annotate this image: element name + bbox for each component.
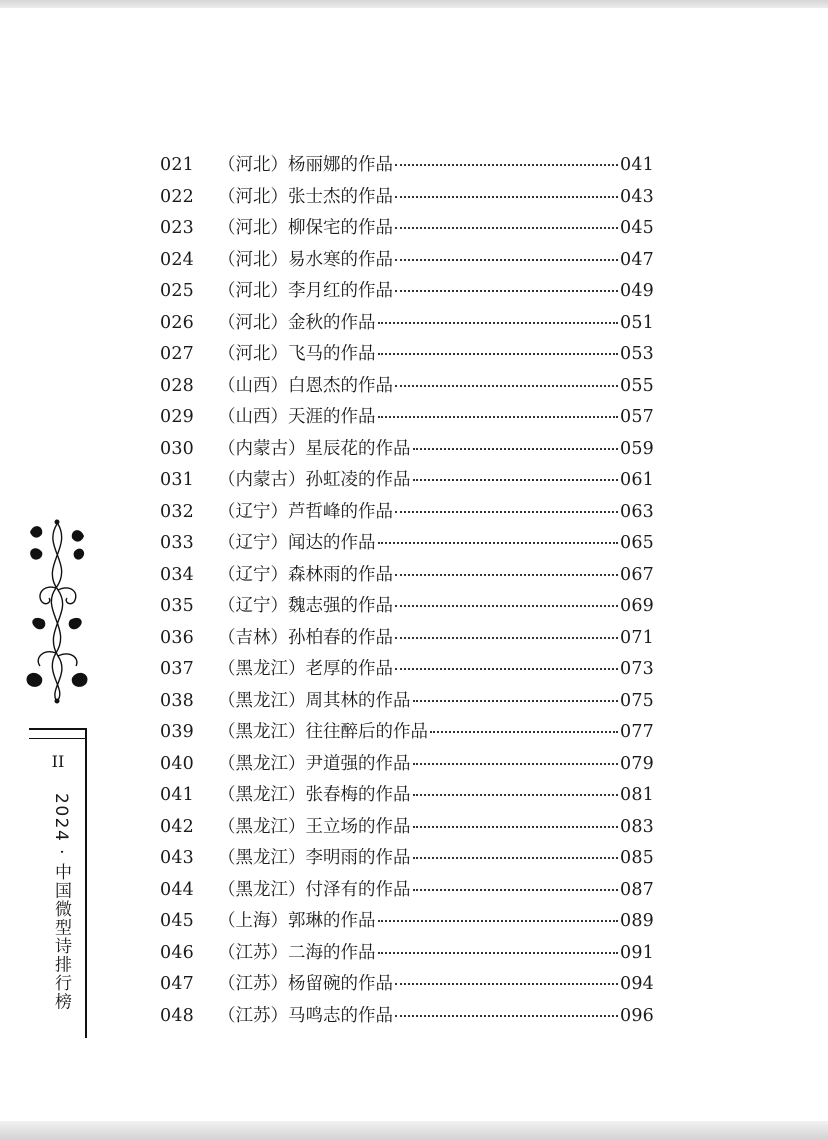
toc-dot-leader <box>395 288 618 292</box>
toc-entry-number: 039 <box>160 722 195 742</box>
toc-dot-leader <box>395 572 618 576</box>
toc-entry <box>160 623 654 655</box>
toc-entry-title: （吉林）孙柏春的作品 <box>218 627 393 648</box>
toc-entry-number: 029 <box>160 407 195 427</box>
toc-entry <box>160 654 654 686</box>
toc-dot-leader <box>378 950 618 954</box>
toc-entry-number: 027 <box>160 344 195 364</box>
toc-entry-number: 035 <box>160 596 195 616</box>
toc-dot-leader <box>378 918 618 922</box>
toc-entry-page: 053 <box>619 344 654 364</box>
toc-entry-page: 087 <box>619 879 654 900</box>
toc-entry <box>160 875 654 907</box>
toc-entry-number: 026 <box>160 312 195 333</box>
toc-entry-number: 040 <box>160 753 195 774</box>
toc-entry-page: 049 <box>619 281 654 301</box>
toc-entry-title: （辽宁）森林雨的作品 <box>218 564 393 585</box>
running-title: 2024 · 中国微型诗排行榜 <box>51 793 71 1011</box>
toc-entry <box>160 213 654 245</box>
toc-entry-number: 044 <box>160 879 195 900</box>
toc-dot-leader <box>413 824 618 828</box>
toc-entry-title: （山西）白恩杰的作品 <box>218 375 393 396</box>
toc-entry-number: 033 <box>160 533 195 553</box>
floral-vine-icon <box>22 518 92 704</box>
toc-entry-title: （江苏）二海的作品 <box>218 942 376 963</box>
toc-entry <box>160 150 654 182</box>
toc-entry-number: 045 <box>160 911 195 931</box>
toc-entry <box>160 245 654 277</box>
toc-entry <box>160 308 654 340</box>
toc-entry <box>160 906 654 938</box>
toc-entry-title: （黑龙江）李明雨的作品 <box>218 848 411 868</box>
toc-entry-number: 031 <box>160 470 195 490</box>
toc-dot-leader <box>378 351 618 355</box>
toc-entry-page: 069 <box>619 596 654 616</box>
toc-entry-number: 037 <box>160 659 195 679</box>
toc-entry-number: 030 <box>160 438 195 459</box>
toc-entry-title: （河北）柳保宅的作品 <box>218 218 393 238</box>
toc-dot-leader <box>395 635 618 639</box>
toc-entry-title: （黑龙江）老厚的作品 <box>218 659 393 679</box>
toc-entry-number: 034 <box>160 564 195 585</box>
toc-entry-page: 067 <box>619 564 654 585</box>
toc-dot-leader <box>378 540 618 544</box>
toc-entry-number: 032 <box>160 501 195 522</box>
toc-entry-title: （黑龙江）付泽有的作品 <box>218 879 411 900</box>
toc-dot-leader <box>395 1013 618 1017</box>
toc-entry-title: （上海）郭琳的作品 <box>218 911 376 931</box>
toc-entry-title: （河北）李月红的作品 <box>218 281 393 301</box>
toc-entry-title: （辽宁）闻达的作品 <box>218 533 376 553</box>
toc-entry-page: 083 <box>619 816 654 837</box>
toc-entry-page: 094 <box>619 974 654 994</box>
side-rule-vertical <box>85 728 87 1038</box>
toc-entry-number: 048 <box>160 1005 195 1026</box>
toc-entry-number: 021 <box>160 155 195 175</box>
toc-dot-leader <box>395 666 618 670</box>
toc-entry-number: 025 <box>160 281 195 301</box>
toc-entry-title: （河北）杨丽娜的作品 <box>218 155 393 175</box>
toc-entry-title: （辽宁）芦哲峰的作品 <box>218 501 393 522</box>
toc-entry <box>160 717 654 749</box>
toc-dot-leader <box>430 729 618 733</box>
toc-entry-title: （黑龙江）周其林的作品 <box>218 690 411 711</box>
toc-entry-page: 059 <box>619 438 654 459</box>
toc-entry-title: （黑龙江）尹道强的作品 <box>218 753 411 774</box>
toc-entry-page: 061 <box>619 470 654 490</box>
toc-entry-page: 063 <box>619 501 654 522</box>
page-number: II <box>51 752 65 771</box>
toc-entry <box>160 528 654 560</box>
toc-entry-page: 075 <box>619 690 654 711</box>
toc-entry-title: （河北）张士杰的作品 <box>218 186 393 207</box>
toc-entry-title: （内蒙古）孙虹凌的作品 <box>218 470 411 490</box>
toc-dot-leader <box>395 603 618 607</box>
toc-entry-number: 036 <box>160 627 195 648</box>
toc-entry-title: （黑龙江）王立场的作品 <box>218 816 411 837</box>
toc-dot-leader <box>395 194 618 198</box>
toc-entry-page: 051 <box>619 312 654 333</box>
toc-entry-page: 091 <box>619 942 654 963</box>
toc-entry-page: 071 <box>619 627 654 648</box>
toc-dot-leader <box>413 698 618 702</box>
side-rule-top <box>29 728 87 730</box>
toc-dot-leader <box>395 981 618 985</box>
toc-entry-number: 041 <box>160 785 195 805</box>
toc-entry-page: 085 <box>619 848 654 868</box>
toc-dot-leader <box>395 383 618 387</box>
toc-entry-title: （江苏）马鸣志的作品 <box>218 1005 393 1026</box>
toc-entry <box>160 843 654 875</box>
toc-entry <box>160 371 654 403</box>
toc-entry <box>160 969 654 1001</box>
side-rule-top-thin <box>29 738 87 739</box>
toc-dot-leader <box>395 509 618 513</box>
toc-dot-leader <box>378 414 618 418</box>
toc-entry <box>160 339 654 371</box>
toc-entry-number: 046 <box>160 942 195 963</box>
toc-entry <box>160 276 654 308</box>
toc-entry-page: 079 <box>619 753 654 774</box>
toc-entry-number: 023 <box>160 218 195 238</box>
toc-entry-page: 096 <box>619 1005 654 1026</box>
toc-dot-leader <box>395 257 618 261</box>
toc-entry-page: 045 <box>619 218 654 238</box>
toc-entry-number: 042 <box>160 816 195 837</box>
toc-dot-leader <box>395 225 618 229</box>
toc-entry-title: （黑龙江）往往醉后的作品 <box>218 722 428 742</box>
toc-entry-number: 038 <box>160 690 195 711</box>
toc-entry-title: （江苏）杨留碗的作品 <box>218 974 393 994</box>
toc-entry-page: 065 <box>619 533 654 553</box>
toc-entry-page: 077 <box>619 722 654 742</box>
toc-entry-number: 022 <box>160 186 195 207</box>
toc-entry-page: 041 <box>619 155 654 175</box>
toc-entry <box>160 812 654 844</box>
toc-entry <box>160 465 654 497</box>
table-of-contents <box>160 150 654 1032</box>
toc-entry-title: （河北）飞马的作品 <box>218 344 376 364</box>
toc-dot-leader <box>413 792 618 796</box>
toc-entry-number: 024 <box>160 249 195 270</box>
toc-entry-page: 057 <box>619 407 654 427</box>
toc-dot-leader <box>413 446 618 450</box>
toc-dot-leader <box>413 477 618 481</box>
toc-entry <box>160 434 654 466</box>
toc-entry-number: 047 <box>160 974 195 994</box>
toc-entry-number: 043 <box>160 848 195 868</box>
toc-entry-page: 055 <box>619 375 654 396</box>
viewer-top-edge <box>0 0 828 8</box>
toc-entry <box>160 686 654 718</box>
toc-dot-leader <box>378 320 618 324</box>
toc-entry-page: 047 <box>619 249 654 270</box>
toc-dot-leader <box>413 855 618 859</box>
toc-entry-page: 081 <box>619 785 654 805</box>
toc-dot-leader <box>395 162 618 166</box>
toc-entry <box>160 497 654 529</box>
toc-entry-page: 043 <box>619 186 654 207</box>
toc-entry <box>160 402 654 434</box>
toc-entry <box>160 938 654 970</box>
viewer-bottom-edge <box>0 1121 828 1139</box>
toc-entry-number: 028 <box>160 375 195 396</box>
toc-entry <box>160 1001 654 1033</box>
toc-entry <box>160 560 654 592</box>
toc-entry-page: 073 <box>619 659 654 679</box>
toc-entry-title: （辽宁）魏志强的作品 <box>218 596 393 616</box>
toc-entry <box>160 780 654 812</box>
toc-entry-title: （河北）金秋的作品 <box>218 312 376 333</box>
toc-entry <box>160 749 654 781</box>
toc-entry <box>160 591 654 623</box>
toc-entry-title: （山西）天涯的作品 <box>218 407 376 427</box>
toc-entry-title: （河北）易水寒的作品 <box>218 249 393 270</box>
toc-dot-leader <box>413 761 618 765</box>
toc-entry <box>160 182 654 214</box>
toc-dot-leader <box>413 887 618 891</box>
toc-entry-title: （黑龙江）张春梅的作品 <box>218 785 411 805</box>
toc-entry-page: 089 <box>619 911 654 931</box>
toc-entry-title: （内蒙古）星辰花的作品 <box>218 438 411 459</box>
